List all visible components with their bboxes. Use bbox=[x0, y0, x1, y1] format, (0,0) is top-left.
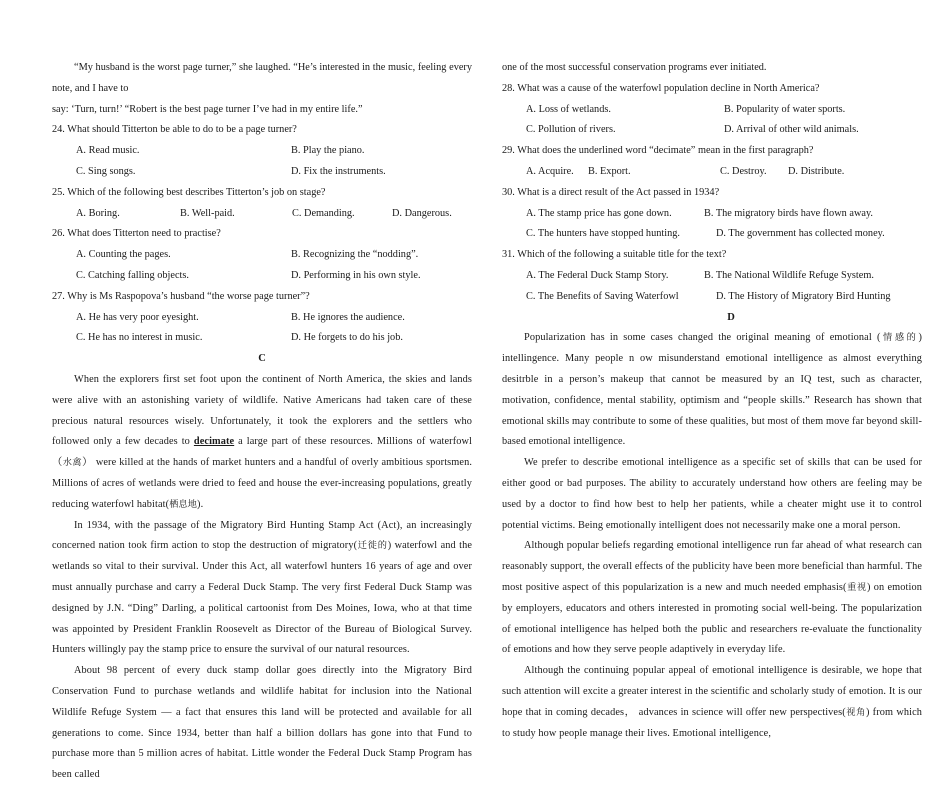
option-choice[interactable]: D. He forgets to do his job. bbox=[291, 332, 403, 344]
section-heading-d: D bbox=[727, 311, 735, 323]
question-29: 29. What does the underlined word “decimate” mean in the first paragraph? bbox=[502, 145, 814, 157]
option-choice[interactable]: A. Loss of wetlands. bbox=[526, 103, 611, 115]
question-block-25 bbox=[52, 183, 472, 225]
passage-c-paragraph-1 bbox=[52, 370, 472, 516]
question-block-31 bbox=[502, 245, 922, 307]
option-choice[interactable]: D. Arrival of other wild animals. bbox=[724, 124, 859, 136]
question-29-options bbox=[502, 162, 922, 183]
question-31: 31. Which of the following a suitable title for the text? bbox=[502, 249, 727, 261]
option-row bbox=[502, 162, 922, 183]
question-28: 28. What was a cause of the waterfowl population decline in North America? bbox=[502, 82, 820, 94]
gloss-emotional: 情感的 bbox=[880, 332, 919, 344]
question-block-29 bbox=[502, 141, 922, 183]
gloss-migratory: 迁徙的 bbox=[357, 540, 388, 552]
option-choice[interactable]: A. Read music. bbox=[76, 145, 140, 157]
option-choice[interactable]: B. The migratory birds have flown away. bbox=[704, 207, 873, 219]
question-block-27 bbox=[52, 287, 472, 349]
passage-c-continuation: one of the most successful conservation programs ever initiated. bbox=[502, 62, 767, 73]
option-choice[interactable]: B. He ignores the audience. bbox=[291, 311, 405, 323]
question-30-options bbox=[502, 204, 922, 246]
question-25: 25. Which of the following best describes Titterton’s job on stage? bbox=[52, 186, 326, 198]
option-choice[interactable]: C. Sing songs. bbox=[76, 165, 136, 177]
option-choice[interactable]: C. Destroy. bbox=[720, 165, 767, 177]
question-26-options bbox=[52, 245, 472, 287]
option-row bbox=[502, 266, 922, 287]
passage-d-p3-text-b: ) on emotion by employers, educators and others interested in promoting social well-being. The popularization of emotional intelligence has helped both the public and researchers re-evaluate the functionality of emotions and how they serve people adaptively in everyday life. bbox=[502, 581, 922, 656]
passage-d-p4-text-a: Although the continuing popular appeal of emotional intelligence is desirable, we hope that such attention will excite a greater interest in the scientific and scholarly study of emotion. It is our hope that in coming decades， advances in science will offer new perspectives( bbox=[502, 665, 922, 718]
option-choice[interactable]: B. Well-paid. bbox=[180, 207, 235, 219]
option-choice[interactable]: B. Recognizing the “nodding”. bbox=[291, 249, 419, 261]
question-26: 26. What does Titterton need to practise? bbox=[52, 228, 221, 240]
passage-d-paragraph-1 bbox=[502, 328, 922, 453]
option-choice[interactable]: B. The National Wildlife Refuge System. bbox=[704, 269, 874, 281]
passage-c-p1-text-a: When the explorers first set foot upon the continent of North America, the skies and lands were alive with an astonishing variety of wildlife. Native Americans had taken care of these precious natural resources wisely. Unfortunately, it took the explorers and the settlers who followed only a few decades to bbox=[52, 373, 472, 448]
option-choice[interactable]: C. The Benefits of Saving Waterfowl bbox=[526, 290, 679, 302]
option-row bbox=[52, 245, 472, 266]
option-choice[interactable]: C. Pollution of rivers. bbox=[526, 124, 616, 136]
passage-c-p2-text-b: ) waterfowl and the wetlands so vital to their survival. Under this Act, all waterfowl hunters 16 years of age and over must annually purchase and carry a Federal Duck Stamp. The very first Federal Duck Stamp was designed by J.N. “Ding” Darling, a political cartoonist from Des Moines, Iowa, who at that time was appointed by President Franklin Roosevelt as Director of the Bureau of Biological Survey. Hunters willingly pay the stamp price to ensure the survival of our natural resources. bbox=[52, 540, 472, 656]
passage-c-p1-text-c: ） were killed at the hands of market hunters and a handful of overly ambitious sportsmen. Millions of acres of wetlands were dried to feed and house the ever-increasing populations, greatly reducing waterfowl habitat( bbox=[52, 457, 473, 510]
left-column bbox=[52, 58, 473, 781]
option-choice[interactable]: D. The History of Migratory Bird Hunting bbox=[716, 290, 891, 302]
option-choice[interactable]: C. Demanding. bbox=[292, 207, 355, 219]
question-24-options bbox=[52, 141, 472, 183]
passage-d-p4-text-b: ) from which to study how people manage their lives. Emotional intelligence, bbox=[502, 706, 922, 739]
passage-c-p1-text-d: ). bbox=[197, 498, 204, 510]
question-27: 27. Why is Ms Raspopova’s husband “the worse page turner”? bbox=[52, 290, 310, 302]
question-28-options bbox=[502, 100, 922, 142]
gloss-emphasis: 重视 bbox=[846, 581, 867, 593]
option-choice[interactable]: D. Performing in his own style. bbox=[291, 269, 421, 281]
option-choice[interactable]: D. Fix the instruments. bbox=[291, 165, 386, 177]
option-row bbox=[502, 100, 922, 121]
option-row bbox=[502, 287, 922, 308]
passage-c-paragraph-2 bbox=[52, 516, 472, 662]
section-heading-c: C bbox=[258, 353, 266, 365]
option-row bbox=[52, 204, 472, 225]
option-choice[interactable]: D. Distribute. bbox=[788, 165, 845, 177]
option-choice[interactable]: A. Boring. bbox=[76, 207, 120, 219]
option-choice[interactable]: D. Dangerous. bbox=[392, 207, 452, 219]
option-choice[interactable]: B. Play the piano. bbox=[291, 145, 365, 157]
passage-d-p1-text-a: Popularization has in some cases changed the original meaning of emotional ( bbox=[524, 332, 881, 344]
right-column bbox=[502, 58, 922, 739]
passage-d-paragraph-3 bbox=[502, 536, 922, 661]
question-24: 24. What should Titterton be able to do to be a page turner? bbox=[52, 124, 297, 136]
option-row bbox=[52, 266, 472, 287]
gloss-perspectives: 视角 bbox=[845, 706, 866, 718]
question-block-28 bbox=[502, 79, 922, 141]
question-block-30 bbox=[502, 183, 922, 245]
question-27-options bbox=[52, 308, 472, 350]
question-30: 30. What is a direct result of the Act passed in 1934? bbox=[502, 186, 720, 198]
option-choice[interactable]: A. Acquire. bbox=[526, 165, 574, 177]
passage-c-paragraph-3: About 98 percent of every duck stamp dollar goes directly into the Migratory Bird Conservation Fund to purchase wetlands and wildlife habitat for inclusion into the National Wildlife Refuge System — a fact that ensures this land will be protected and available for all generations to come. Since 1934, better than half a billion dollars has gone into that Fund to purchase more than 5 million acres of habitat. Little wonder the Federal Duck Stamp Program has been called bbox=[52, 665, 472, 781]
question-25-options bbox=[52, 204, 472, 225]
option-choice[interactable]: A. The Federal Duck Stamp Story. bbox=[526, 269, 669, 281]
option-row bbox=[502, 204, 922, 225]
option-choice[interactable]: A. He has very poor eyesight. bbox=[76, 311, 199, 323]
option-choice[interactable]: B. Popularity of water sports. bbox=[724, 103, 846, 115]
passage-b-tail-line-2: say: ‘Turn, turn!’ “Robert is the best page turner I’ve had in my entire life.” bbox=[52, 103, 363, 115]
question-31-options bbox=[502, 266, 922, 308]
passage-d-paragraph-4 bbox=[502, 661, 922, 744]
gloss-waterfowl: 水禽 bbox=[62, 457, 83, 469]
option-choice[interactable]: C. The hunters have stopped hunting. bbox=[526, 228, 680, 240]
option-choice[interactable]: C. He has no interest in music. bbox=[76, 332, 203, 344]
option-row bbox=[502, 224, 922, 245]
passage-d-paragraph-2: We prefer to describe emotional intelligence as a specific set of skills that can be used for either good or bad purposes. The ability to accurately understand how others are feeling may be used by a doctor to find how best to help her patients, while a cheater might use it to control potential victims. Being emotionally intelligent does not necessarily make one a moral person. bbox=[502, 457, 922, 531]
passage-d-p1-text-b: ) intellingence. Many people n ow misunderstand emotional intelligence as almost everything desitrble in a person’s makeup that cannot be measured by an IQ test, such as character, motivation, confidence, mental stability, optimism and “people skills.” Research has shown that emotional skills may contribute to some of these qualities, but most of them move far beyond skill-based emotional intelligence. bbox=[502, 332, 922, 448]
option-choice[interactable]: A. The stamp price has gone down. bbox=[526, 207, 672, 219]
option-row bbox=[502, 120, 922, 141]
option-row bbox=[52, 328, 472, 349]
question-block-24 bbox=[52, 120, 472, 182]
option-choice[interactable]: B. Export. bbox=[588, 165, 631, 177]
option-row bbox=[52, 141, 472, 162]
passage-d-p3-text-a: Although popular beliefs regarding emotional intelligence run far ahead of what research can reasonably support, the overall effects of the publicity have been more beneficial than harmful. The most positive aspect of this popularization is a new and much needed emphasis( bbox=[502, 540, 922, 593]
question-block-26 bbox=[52, 224, 472, 286]
option-row bbox=[52, 308, 472, 329]
passage-c-p2-text-a: In 1934, with the passage of the Migratory Bird Hunting Stamp Act (Act), an increasingly concerned nation took firm action to stop the destruction of migratory( bbox=[52, 519, 472, 552]
option-choice[interactable]: A. Counting the pages. bbox=[76, 249, 171, 261]
option-choice[interactable]: D. The government has collected money. bbox=[716, 228, 885, 240]
passage-b-tail-line-1: “My husband is the worst page turner,” she laughed. “He’s interested in the music, feeling every note, and I have to bbox=[52, 62, 472, 94]
option-choice[interactable]: C. Catching falling objects. bbox=[76, 269, 189, 281]
underlined-word-decimate: decimate bbox=[193, 436, 235, 448]
option-row bbox=[52, 162, 472, 183]
passage-c-p1-text-b: a large part of these resources. Millions of waterfowl（ bbox=[52, 436, 472, 469]
gloss-habitat: 栖息地 bbox=[169, 498, 198, 510]
